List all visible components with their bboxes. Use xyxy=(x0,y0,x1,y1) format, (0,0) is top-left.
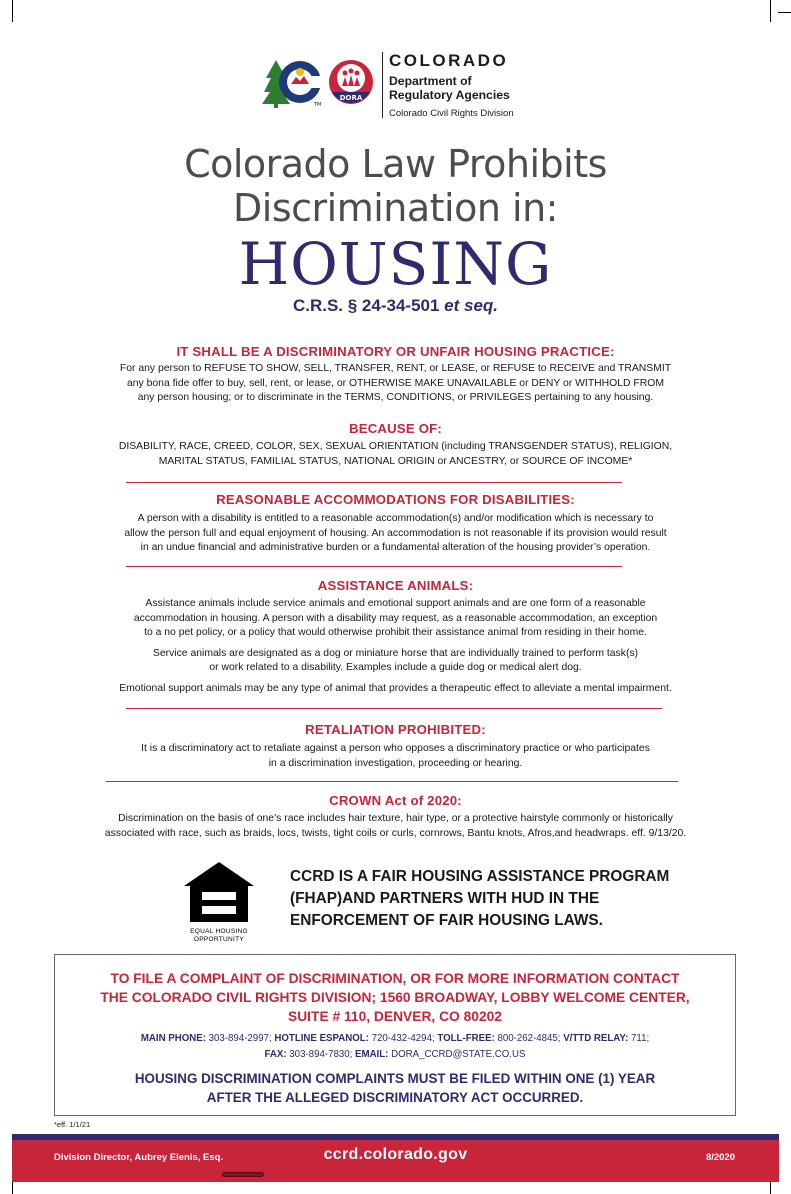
headline-line2: Discrimination in: xyxy=(233,186,558,230)
fax-number: 303-894-7830; xyxy=(289,1048,353,1060)
logo-department-line1: Department of xyxy=(389,74,472,88)
deadline-line: AFTER THE ALLEGED DISCRIMINATORY ACT OCCURRED. xyxy=(206,1090,584,1105)
hotline-label: HOTLINE ESPANOL: xyxy=(274,1033,369,1044)
email-address: DORA_CCRD@STATE.CO.US xyxy=(391,1048,526,1060)
body-line: Discrimination on the basis of one’s race includes hair texture, hair type, or a protective hairstyle commonly or historically xyxy=(118,813,673,824)
logo-text xyxy=(389,52,514,119)
colorado-c-logo-icon xyxy=(262,58,326,108)
relay-number: 711; xyxy=(631,1033,650,1044)
deadline-line: HOUSING DISCRIMINATION COMPLAINTS MUST BE FILED WITHIN ONE (1) YEAR xyxy=(134,1071,656,1086)
main-phone-label: MAIN PHONE: xyxy=(140,1033,206,1044)
section-title-assistance-animals: ASSISTANCE ANIMALS: xyxy=(317,578,474,593)
contact-title xyxy=(55,969,735,1026)
crop-mark xyxy=(778,12,791,13)
section-body-retaliation xyxy=(0,742,791,771)
poster-date: 8/2020 xyxy=(705,1152,735,1163)
section-divider xyxy=(126,482,622,483)
body-line: any bona fide offer to buy, sell, rent, or lease, or OTHERWISE MAKE UNAVAILABLE or DENY or WITHHOLD FROM xyxy=(126,377,665,389)
section-title-crown-act: CROWN Act of 2020: xyxy=(329,793,462,808)
body-line: to a no pet policy, or a policy that would otherwise prohibit their assistance animal from residing in their home. xyxy=(144,627,647,638)
contact-title-line: TO FILE A COMPLAINT OF DISCRIMINATION, OR FOR MORE INFORMATION CONTACT xyxy=(110,971,680,986)
tollfree-label: TOLL-FREE: xyxy=(437,1033,495,1044)
body-line: Emotional support animals may be any type of animal that provides a therapeutic effect to alleviate a mental impairment. xyxy=(119,682,672,694)
logo-state-name: COLORADO xyxy=(389,51,509,70)
crop-mark xyxy=(12,0,13,22)
body-line: associated with race, such as braids, locs, twists, tight coils or curls, cornrows, Bantu knots, Afros,and headwraps. eff. 9/13/20. xyxy=(104,827,687,839)
equal-housing-label-line2: OPPORTUNITY xyxy=(193,936,245,943)
division-director: Division Director, Aubrey Elenis, Esq. xyxy=(54,1152,224,1163)
agency-logo xyxy=(262,52,514,124)
contact-info xyxy=(55,1031,735,1062)
svg-text:TM: TM xyxy=(314,102,322,108)
body-line: Assistance animals include service animals and emotional support animals and are one form of a reasonable xyxy=(145,598,646,609)
logo-divider xyxy=(382,52,383,118)
contact-box xyxy=(54,954,736,1116)
logo-division: Colorado Civil Rights Division xyxy=(389,108,514,119)
section-title-accommodations: REASONABLE ACCOMMODATIONS FOR DISABILITIES: xyxy=(216,492,575,507)
body-line: DISABILITY, RACE, CREED, COLOR, SEX, SEXUAL ORIENTATION (including TRANSGENDER STATUS), RELIGION, xyxy=(118,441,673,452)
body-line: It is a discriminatory act to retaliate against a person who opposes a discriminatory practice or who participates xyxy=(141,743,650,754)
body-line: or work related to a disability. Examples include a guide dog or medical alert dog. xyxy=(209,662,582,673)
fhap-line: CCRD IS A FAIR HOUSING ASSISTANCE PROGRAM xyxy=(290,868,670,885)
section-divider xyxy=(126,566,622,567)
body-line: Service animals are designated as a dog or miniature horse that are individually trained to perform task(s) xyxy=(152,647,639,659)
email-label: EMAIL: xyxy=(355,1048,389,1060)
section-body-unfair-practice xyxy=(0,362,791,406)
main-phone: 303-894-2997; xyxy=(208,1033,272,1044)
paragraph xyxy=(0,597,791,641)
body-line: For any person to REFUSE TO SHOW, SELL, TRANSFER, RENT, or LEASE, or REFUSE to RECEIVE and TRANSMIT xyxy=(119,363,672,374)
tollfree-phone: 800-262-4845; xyxy=(497,1033,561,1044)
equal-housing-house-icon xyxy=(182,860,256,922)
section-body-accommodations xyxy=(0,512,791,556)
svg-text:DORA: DORA xyxy=(339,94,363,102)
section-divider xyxy=(126,708,662,709)
section-title-retaliation: RETALIATION PROHIBITED: xyxy=(305,722,486,737)
section-body-because-of xyxy=(0,440,791,469)
section-title-because-of: BECAUSE OF: xyxy=(348,421,443,436)
dora-badge-icon xyxy=(326,58,376,108)
hotline-phone: 720-432-4294; xyxy=(371,1033,435,1044)
statute-suffix: et seq. xyxy=(444,296,499,315)
logo-marks xyxy=(262,52,376,114)
body-line: in an undue financial and administrative burden or a fundamental alteration of the housing provider’s operation. xyxy=(140,542,651,553)
effective-date-note: *eff. 1/1/21 xyxy=(54,1120,91,1129)
fax-label: FAX: xyxy=(264,1048,287,1060)
equal-housing-logo xyxy=(182,860,256,943)
logo-department-line2: Regulatory Agencies xyxy=(389,88,510,102)
contact-fax-email-line xyxy=(55,1047,735,1063)
website-link[interactable]: ccrd.colorado.gov xyxy=(323,1146,468,1163)
paragraph xyxy=(0,647,791,676)
contact-title-line: THE COLORADO CIVIL RIGHTS DIVISION; 1560 BROADWAY, LOBBY WELCOME CENTER, xyxy=(100,990,690,1005)
contact-title-line: SUITE # 110, DENVER, CO 80202 xyxy=(288,1009,502,1024)
statute-number: C.R.S. § 24-34-501 xyxy=(292,296,440,315)
section-body-crown-act xyxy=(0,812,791,841)
body-line: any person housing; or to discriminate in the TERMS, CONDITIONS, or PRIVILEGES pertaining to any housing. xyxy=(137,392,654,403)
body-line: accommodation in housing. A person with a disability may request, as a reasonable accommodation, an exception xyxy=(133,612,658,624)
body-line: allow the person full and equal enjoyment of housing. An accommodation is not reasonable if its provision would result xyxy=(124,527,667,539)
relay-label: V/TTD RELAY: xyxy=(563,1033,629,1044)
crop-mark xyxy=(770,0,771,22)
paragraph xyxy=(0,682,791,697)
section-body-assistance-animals xyxy=(0,597,791,702)
section-title-unfair-practice: IT SHALL BE A DISCRIMINATORY OR UNFAIR HOUSING PRACTICE: xyxy=(176,344,615,359)
footer-tab xyxy=(222,1172,264,1177)
fhap-line: (FHAP)AND PARTNERS WITH HUD IN THE xyxy=(290,890,600,907)
statute-citation xyxy=(0,296,791,316)
body-line: in a discrimination investigation, proceeding or hearing. xyxy=(268,757,523,769)
fhap-statement xyxy=(290,866,669,932)
section-divider xyxy=(106,781,678,782)
body-line: MARITAL STATUS, FAMILIAL STATUS, NATIONAL ORIGIN or ANCESTRY, or SOURCE OF INCOME* xyxy=(158,455,633,467)
filing-deadline xyxy=(55,1069,735,1107)
footer-bar xyxy=(12,1140,779,1182)
equal-housing-label-line1: EQUAL HOUSING xyxy=(190,928,248,935)
contact-phones-line xyxy=(55,1031,735,1047)
fhap-line: ENFORCEMENT OF FAIR HOUSING LAWS. xyxy=(290,912,603,929)
headline-line1: Colorado Law Prohibits xyxy=(184,142,607,186)
body-line: A person with a disability is entitled to a reasonable accommodation(s) and/or modification which is necessary to xyxy=(137,513,654,524)
headline-topic: HOUSING xyxy=(238,230,553,298)
